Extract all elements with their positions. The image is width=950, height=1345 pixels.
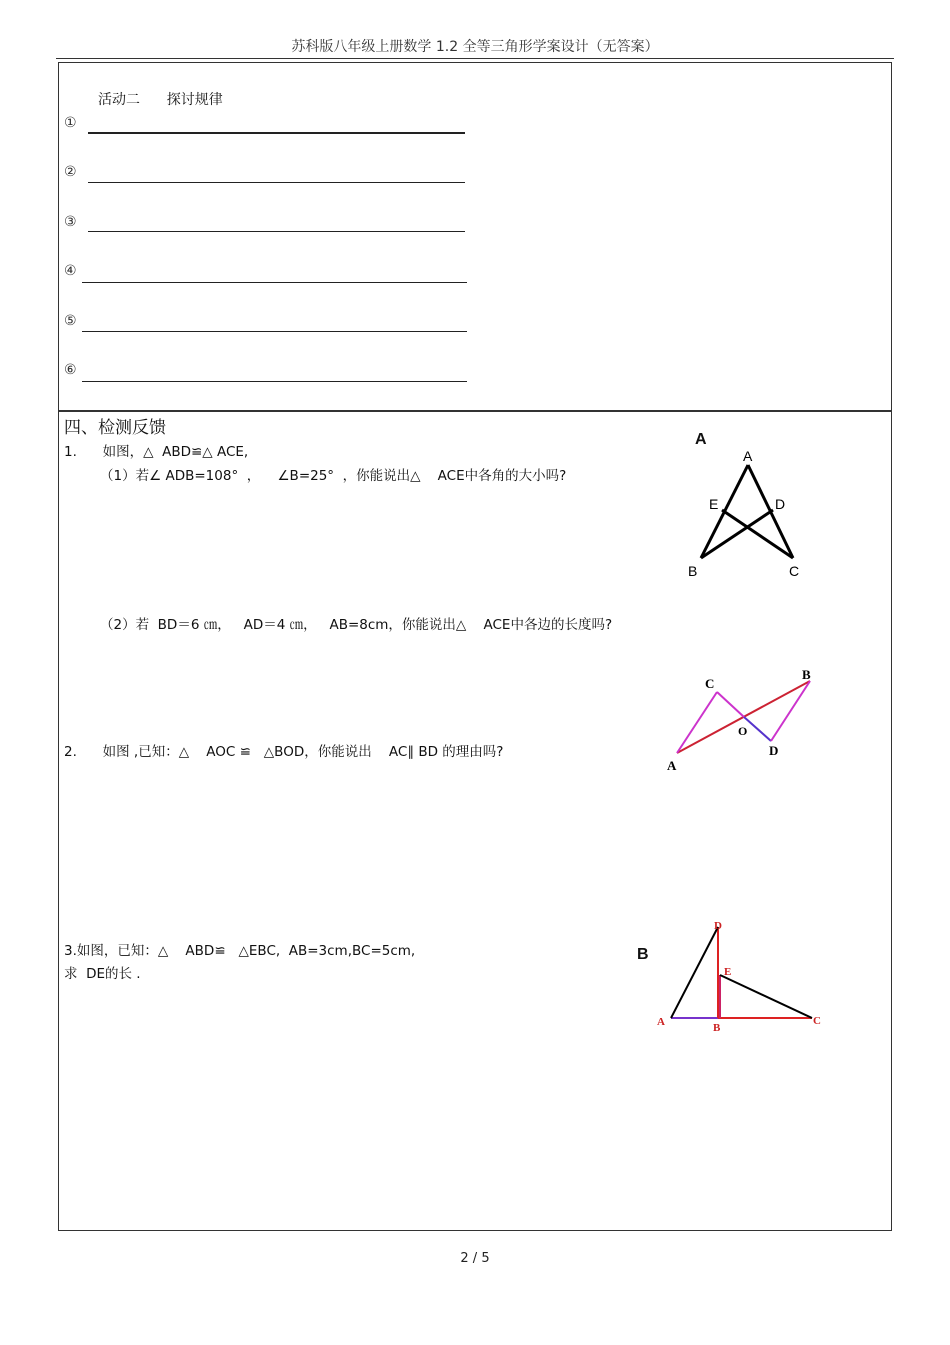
q1-stem: 1. 如图，△ ABD≌△ ACE,: [64, 444, 249, 460]
q3-figure: [650, 915, 830, 1040]
q1-point-d: D: [775, 496, 786, 512]
answer-line-4[interactable]: [82, 282, 467, 283]
answer-line-5[interactable]: [82, 331, 467, 332]
answer-line-1[interactable]: [88, 132, 465, 134]
q3-point-a: A: [657, 1016, 665, 1028]
section-heading: 四、检测反馈: [64, 418, 166, 438]
q2-point-o: O: [738, 724, 748, 738]
item-marker-6: ⑥: [64, 362, 77, 378]
q1-point-e: E: [709, 496, 719, 512]
q2-stem: 2. 如图 ,已知：△ AOC ≌ △BOD，你能说出 AC∥ BD 的理由吗?: [64, 744, 504, 760]
answer-line-2[interactable]: [88, 182, 465, 183]
document-header: 苏科版八年级上册数学 1.2 全等三角形学案设计（无答案）: [291, 39, 659, 55]
q1-point-b: B: [688, 563, 698, 579]
item-marker-5: ⑤: [64, 313, 77, 329]
item-marker-3: ③: [64, 214, 77, 230]
item-marker-4: ④: [64, 263, 77, 279]
q1-point-c: C: [789, 563, 800, 579]
q1-part1: （1）若∠ ADB=108° ， ∠B=25° ，你能说出△ ACE中各角的大小吗?: [100, 468, 567, 484]
q3-point-e: E: [724, 966, 732, 978]
q1-point-a: A: [743, 448, 753, 464]
q3-point-d: D: [714, 920, 722, 932]
item-marker-2: ②: [64, 164, 77, 180]
q3-point-b: B: [713, 1022, 721, 1034]
q3-figure-label: B: [637, 946, 649, 963]
header-rule: [56, 58, 894, 59]
answer-line-6[interactable]: [82, 381, 467, 382]
q2-point-b: B: [802, 667, 811, 682]
q2-point-c: C: [705, 676, 715, 691]
page-number: 2 / 5: [460, 1251, 490, 1266]
activity-title: 活动二 探讨规律: [98, 92, 223, 108]
answer-line-3[interactable]: [88, 231, 465, 232]
q2-point-a: A: [667, 758, 677, 773]
q3-stem-line2: 求 DE的长 .: [64, 966, 141, 982]
q3-stem-line1: 3.如图，已知：△ ABD≌ △EBC, AB=3cm,BC=5cm,: [64, 943, 416, 959]
q2-figure: [655, 660, 830, 780]
q1-figure-label: A: [695, 431, 707, 448]
activity-box: [58, 62, 892, 412]
q1-part2: （2）若 BD＝6 ㎝， AD＝4 ㎝， AB=8cm，你能说出△ ACE中各边的长度吗?: [100, 617, 613, 633]
item-marker-1: ①: [64, 115, 77, 131]
q1-triangle-figure: [670, 440, 820, 590]
q2-point-d: D: [769, 743, 779, 758]
q3-point-c: C: [813, 1015, 821, 1027]
